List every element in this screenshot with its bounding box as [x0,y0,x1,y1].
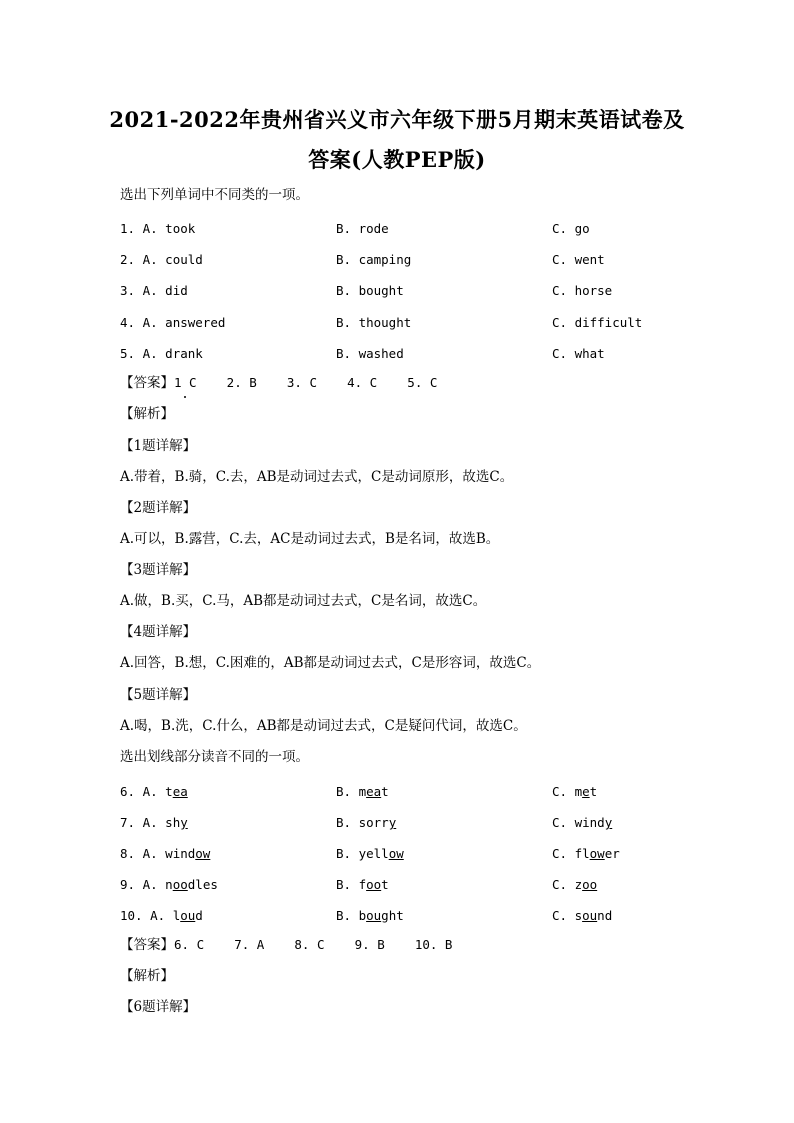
word-part: C. z [552,877,583,892]
question-option-b [336,783,389,801]
question-number: 4. A. [120,315,158,330]
underlined-part: y [388,815,397,830]
word-part: n [165,877,173,892]
answer-line [120,374,437,392]
underlined-part: ow [388,846,404,861]
answer-line [120,936,452,954]
underlined-part: ou [582,908,598,923]
question-number: 2. A. [120,252,158,267]
mark-dot [184,396,186,398]
analysis-label: 【解析】 [120,406,174,422]
detail-label: 【2题详解】 [120,500,197,516]
word-part: t [589,784,598,799]
detail-label: 【1题详解】 [120,438,197,454]
question-option-b: B. thought [336,315,412,330]
question-option-b: B. camping [336,252,412,267]
question-option-c [552,876,597,894]
question-option-c: C. went [552,252,605,267]
answer-value: 1 C 2. B 3. C 4. C 5. C [174,375,438,390]
detail-label: 【3题详解】 [120,562,197,578]
question-number: 10. A. [120,908,166,923]
word-part: sh [165,815,181,830]
word-part: t [381,784,389,799]
underlined-part: ou [180,908,196,923]
question-option-c: C. go [552,221,590,236]
underlined-part: e [582,784,590,799]
question-option-c [552,814,612,832]
question-option-c [552,845,620,863]
answer-label: 【答案】 [120,937,174,953]
detail-text: A.喝，B.洗，C.什么，AB都是动词过去式，C是疑问代词，故选C。 [120,718,527,734]
question-option-b: B. bought [336,283,404,298]
question-option-b: B. washed [336,346,404,361]
underlined-part: oo [366,877,382,892]
word-part: er [604,846,620,861]
detail-label: 【6题详解】 [120,999,197,1015]
underlined-part: oo [582,877,598,892]
answer-value: 6. C 7. A 8. C 9. B 10. B [174,937,453,952]
option-a-word: took [165,221,196,236]
underlined-part: ou [366,908,382,923]
page-title-line-1: 2021-2022年贵州省兴义市六年级下册5月期末英语试卷及 [109,107,685,132]
word-part: B. sorr [336,815,389,830]
answer-label: 【答案】 [120,375,174,391]
word-part: t [381,877,389,892]
question-option-a [120,845,210,863]
word-part: d [195,908,203,923]
underlined-part: oo [172,877,188,892]
question-number: 7. A. [120,815,158,830]
question-number: 5. A. [120,346,158,361]
question-option-a [120,876,218,894]
word-part: C. m [552,784,583,799]
word-part: C. fl [552,846,590,861]
question-option-c [552,907,612,925]
question-number: 1. A. [120,221,158,236]
question-option-b [336,814,396,832]
word-part: C. s [552,908,583,923]
question-option-a [120,814,188,832]
option-a-word: could [165,252,203,267]
word-part: dles [187,877,218,892]
underlined-part: y [180,815,188,830]
word-part: nd [597,908,613,923]
question-option-a [120,282,188,300]
detail-text: A.做，B.买，C.马，AB都是动词过去式，C是名词，故选C。 [120,593,487,609]
underlined-part: ow [195,846,211,861]
question-option-a [120,907,203,925]
question-option-b: B. rode [336,221,389,236]
word-part: B. f [336,877,367,892]
page-title-line-2: 答案(人教PEP版) [308,147,486,172]
question-option-a [120,251,203,269]
question-option-a [120,220,195,238]
question-number: 3. A. [120,283,158,298]
detail-text: A.带着，B.骑，C.去，AB是动词过去式，C是动词原形，故选C。 [120,469,514,485]
question-option-a [120,783,188,801]
underlined-part: ea [172,784,188,799]
word-part: l [172,908,181,923]
word-part: C. wind [552,815,605,830]
word-part: wind [165,846,196,861]
question-option-c [552,783,597,801]
analysis-label: 【解析】 [120,968,174,984]
question-option-a [120,314,225,332]
word-part: B. yell [336,846,389,861]
question-option-b [336,845,404,863]
option-a-word: did [165,283,188,298]
question-number: 9. A. [120,877,158,892]
question-option-c: C. horse [552,283,613,298]
section2-instruction: 选出划线部分读音不同的一项。 [120,749,309,765]
question-option-b [336,907,404,925]
question-option-a [120,345,203,363]
question-option-c: C. what [552,346,605,361]
question-option-c: C. difficult [552,315,643,330]
option-a-word: answered [165,315,226,330]
underlined-part: ow [589,846,605,861]
detail-label: 【5题详解】 [120,687,197,703]
word-part: ght [381,908,404,923]
word-part: t [165,784,173,799]
word-part: B. b [336,908,367,923]
question-option-b [336,876,389,894]
detail-text: A.回答，B.想，C.困难的，AB都是动词过去式，C是形容词，故选C。 [120,655,541,671]
question-number: 8. A. [120,846,158,861]
detail-text: A.可以，B.露营，C.去，AC是动词过去式，B是名词，故选B。 [120,531,500,547]
word-part: B. m [336,784,367,799]
question-number: 6. A. [120,784,158,799]
detail-label: 【4题详解】 [120,624,197,640]
underlined-part: y [604,815,613,830]
underlined-part: ea [366,784,382,799]
section1-instruction: 选出下列单词中不同类的一项。 [120,187,309,203]
option-a-word: drank [165,346,203,361]
